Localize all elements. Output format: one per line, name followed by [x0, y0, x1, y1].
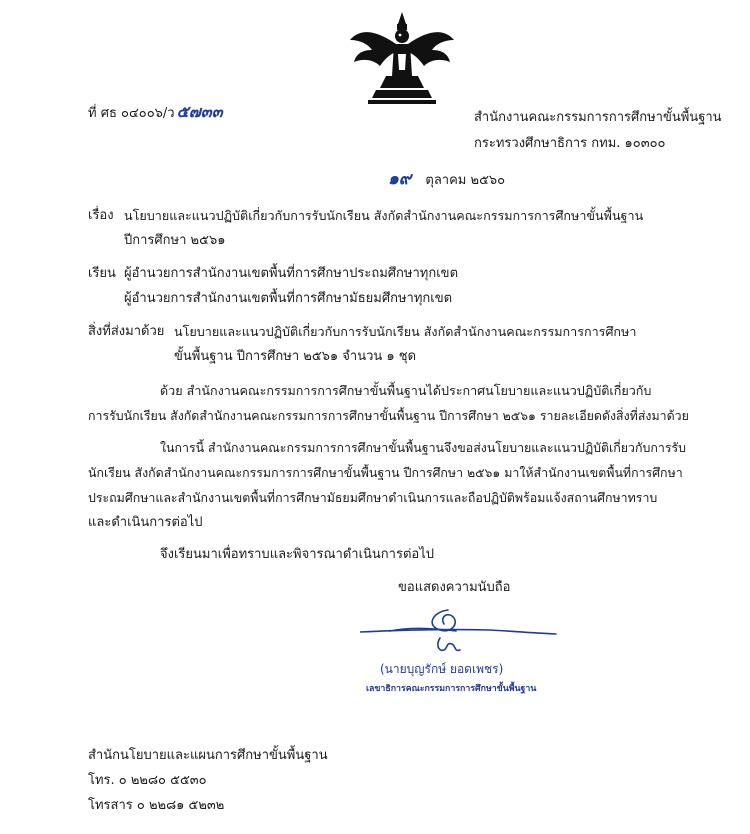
enclosure-label: สิ่งที่ส่งมาด้วย — [88, 324, 165, 339]
recipient-label: เรียน — [88, 266, 116, 281]
office-line-1: สำนักงานคณะกรรมการการศึกษาขั้นพื้นฐาน — [474, 110, 722, 125]
subject-line-2: ปีการศึกษา ๒๕๖๑ — [124, 233, 226, 248]
subject-line-1: นโยบายและแนวปฏิบัติเกี่ยวกับการรับนักเรียน สังกัดสำนักงานคณะกรรมการการศึกษาขั้นพื้นฐาน — [124, 208, 644, 223]
date-month-year: ตุลาคม ๒๕๖๐ — [425, 173, 506, 188]
enclosure-line-2: ขั้นพื้นฐาน ปีการศึกษา ๒๕๖๑ จำนวน ๑ ชุด — [174, 349, 417, 364]
date-day-handwritten: ๑๙ — [388, 169, 412, 189]
letter-date — [388, 171, 505, 189]
body-p2-line-1: ในการนี้ สำนักงานคณะกรรมการการศึกษาขั้นพื้นฐานจึงขอส่งนโยบายและแนวปฏิบัติเกี่ยวกับการรับ — [160, 440, 687, 455]
recipient-line-1: ผู้อำนวยการสำนักงานเขตพื้นที่การศึกษาประถมศึกษาทุกเขต — [124, 266, 459, 281]
office-line-2: กระทรวงศึกษาธิการ กทม. ๑๐๓๐๐ — [474, 136, 666, 151]
doc-number-label: ที่ ศธ ๐๔๐๐๖/ว — [88, 106, 175, 121]
signer-name: (นายบุญรักษ์ ยอดเพชร) — [380, 662, 504, 676]
footer-office: สำนักนโยบายและแผนการศึกษาขั้นพื้นฐาน — [88, 748, 328, 763]
body-p1-line-2: การรับนักเรียน สังกัดสำนักงานคณะกรรมการการศึกษาขั้นพื้นฐาน ปีการศึกษา ๒๕๖๑ รายละเอียดดังสิ่งที่ส่งมาด้วย — [88, 408, 689, 423]
closing-regards: ขอแสดงความนับถือ — [398, 580, 511, 595]
body-p2-line-3: ประถมศึกษาและสำนักงานเขตพื้นที่การศึกษามัธยมศึกษาดำเนินการและถือปฏิบัติพร้อมแจ้งสถานศึกษาทราบ — [88, 490, 658, 505]
garuda-emblem-icon — [346, 10, 458, 106]
body-p2-line-4: และดำเนินการต่อไป — [88, 515, 203, 530]
body-p3: จึงเรียนมาเพื่อทราบและพิจารณาดำเนินการต่อไป — [160, 547, 434, 562]
enclosure-line-1: นโยบายและแนวปฏิบัติเกี่ยวกับการรับนักเรียน สังกัดสำนักงานคณะกรรมการการศึกษา — [174, 324, 637, 339]
body-p1-line-1: ด้วย สำนักงานคณะกรรมการการศึกษาขั้นพื้นฐานได้ประกาศนโยบายและแนวปฏิบัติเกี่ยวกับ — [160, 383, 652, 398]
signer-title: เลขาธิการคณะกรรมการการศึกษาขั้นพื้นฐาน — [366, 684, 537, 694]
doc-number — [88, 104, 223, 122]
doc-number-handwritten: ๕๗๓๓ — [176, 102, 223, 121]
body-p2-line-2: นักเรียน สังกัดสำนักงานคณะกรรมการการศึกษาขั้นพื้นฐาน ปีการศึกษา ๒๕๖๑ มาให้สำนักงานเขตพื้นที่การศึกษา — [88, 465, 683, 480]
handwritten-signature-icon — [360, 600, 560, 660]
footer-fax: โทรสาร ๐ ๒๒๘๑ ๕๒๓๒ — [88, 798, 225, 813]
recipient-line-2: ผู้อำนวยการสำนักงานเขตพื้นที่การศึกษามัธยมศึกษาทุกเขต — [124, 291, 453, 306]
subject-label: เรื่อง — [88, 208, 114, 223]
footer-phone: โทร. ๐ ๒๒๘๐ ๕๕๓๐ — [88, 773, 207, 788]
